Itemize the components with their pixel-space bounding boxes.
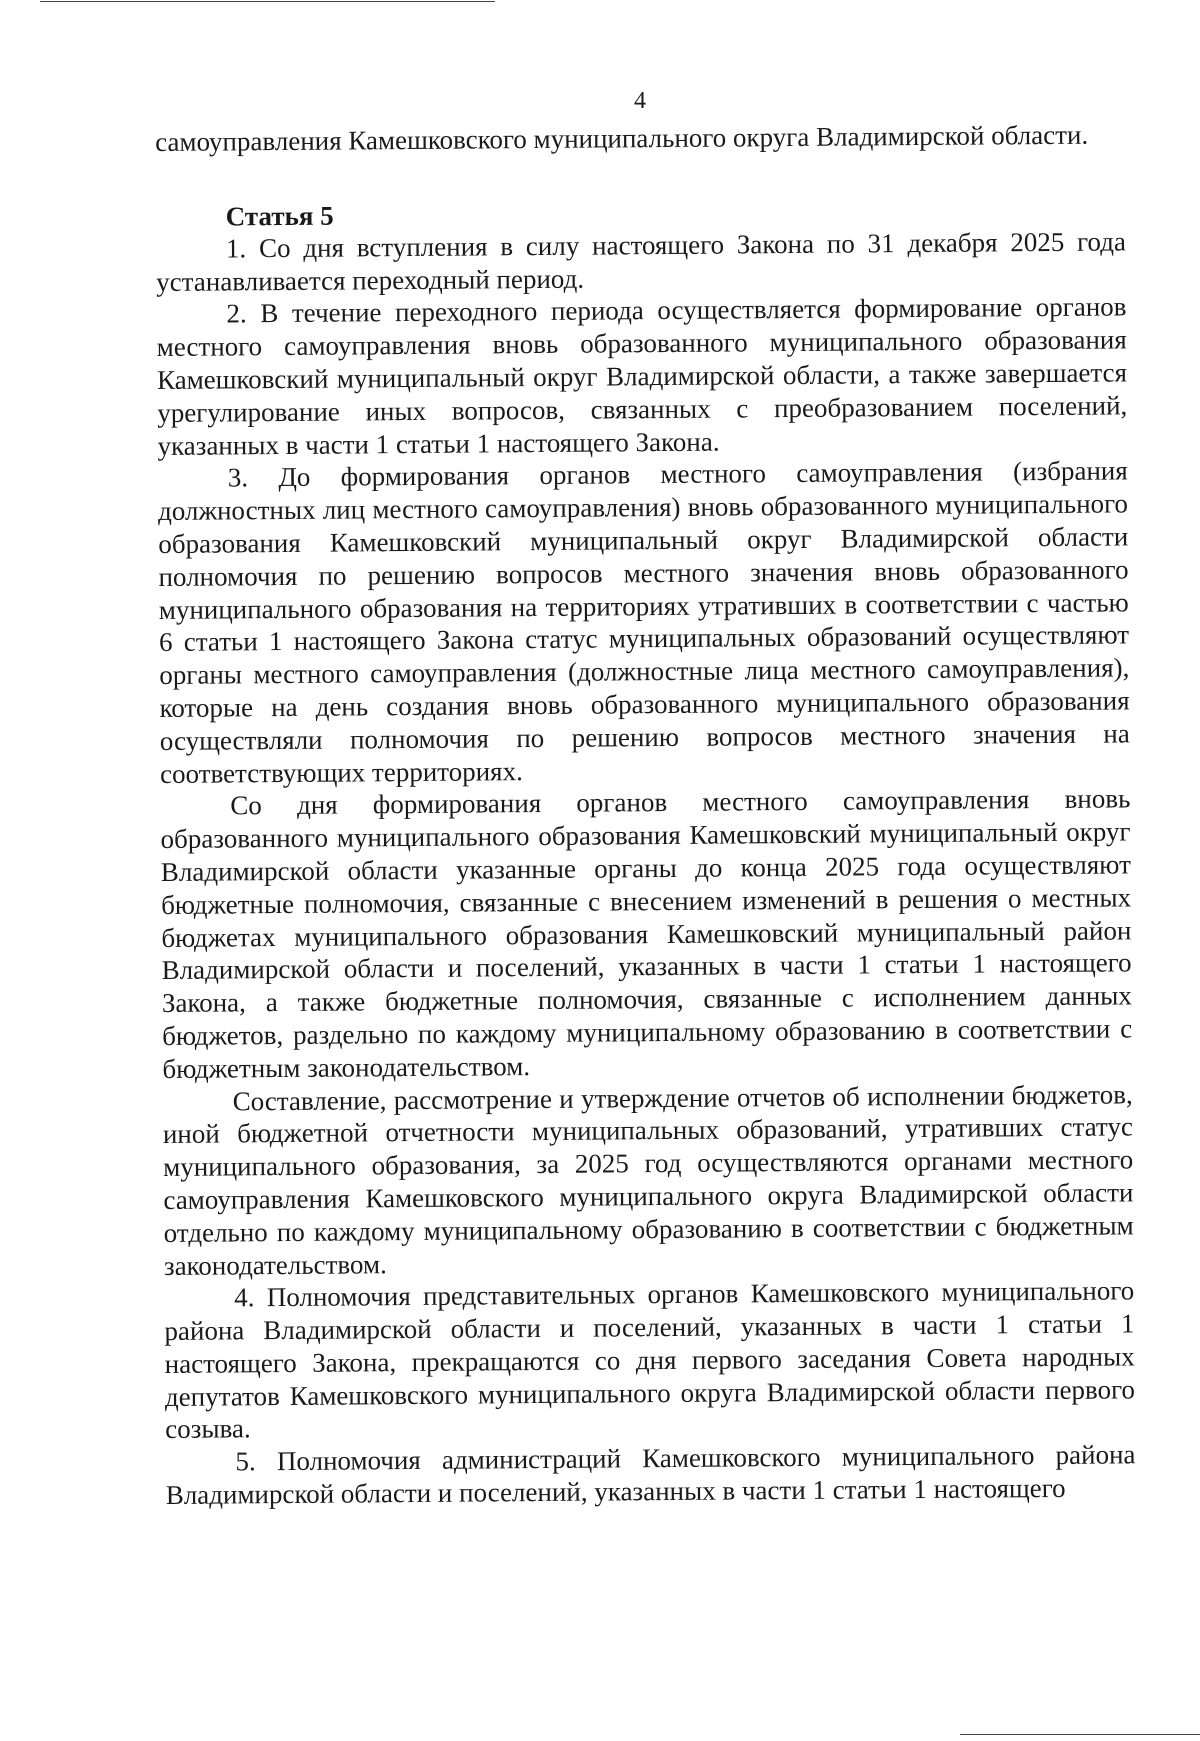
paragraph-item-2: 2. В течение переходного периода осуществляется формирование органов местного самоуправления вновь образованного муниципального образования Камешковский муниципальный округ Владимирской области, а также завершается урегулирование иных вопросов, связанных с преобразованием поселений, указанных в части 1 статьи 1 настоящего Закона. — [156, 291, 1128, 461]
bottom-scan-rule — [960, 1734, 1200, 1735]
paragraph-item-4: 4. Полномочия представительных органов Камешковского муниципального района Владимирской области и поселений, указанных в части 1 статьи 1 настоящего Закона, прекращаются со дня первого заседания Совета народных депутатов Камешковского муниципального округа Владимирской области первого созыва. — [164, 1275, 1136, 1445]
paragraph-item-3-budget: Со дня формирования органов местного самоуправления вновь образованного муниципального образования Камешковский муниципальный округ Владимирской области указанные органы до конца 2025 года осуществляют бюджетные полномочия, связанные с внесением изменений в решения о местных бюджетах муниципального образования Камешковский муниципальный район Владимирской области и поселений, указанных в части 1 статьи 1 настоящего Закона, а также бюджетные полномочия, связанные с исполнением данных бюджетов, раздельно по каждому муниципальному образованию в соответствии с бюджетным законодательством. — [160, 783, 1133, 1084]
page-number: 4 — [634, 88, 646, 114]
article-heading: Статья 5 — [225, 200, 334, 232]
paragraph-item-5: 5. Полномочия администраций Камешковского муниципального района Владимирской области и поселений, указанных в части 1 статьи 1 настоящего — [165, 1439, 1136, 1511]
paragraph-item-1: 1. Со дня вступления в силу настоящего Закона по 31 декабря 2025 года устанавливается переходный период. — [156, 226, 1127, 297]
top-scan-rule — [40, 1, 495, 2]
document-body — [155, 118, 1136, 1511]
paragraph-item-3-reports: Составление, рассмотрение и утверждение отчетов об исполнении бюджетов, иной бюджетной отчетности муниципальных образований, утративших статус муниципального образования, за 2025 год осуществляются органами местного самоуправления Камешковского муниципального округа Владимирской области отдельно по каждому муниципальному образованию в соответствии с бюджетным законодательством. — [162, 1078, 1134, 1281]
paragraph-item-3: 3. До формирования органов местного самоуправления (избрания должностных лиц местного самоуправления) вновь образованного муниципального образования Камешковский муниципальный округ Владимирской области полномочия по решению вопросов местного значения вновь образованного муниципального образования на территориях утративших в соответствии с частью 6 статьи 1 настоящего Закона статус муниципальных образований осуществляют органы местного самоуправления (должностные лица местного самоуправления), которые на день создания вновь образованного муниципального образования осуществляли полномочия по решению вопросов местного значения на соответствующих территориях. — [157, 455, 1130, 789]
paragraph-continuation: самоуправления Камешковского муниципального округа Владимирской области. — [155, 119, 1089, 157]
